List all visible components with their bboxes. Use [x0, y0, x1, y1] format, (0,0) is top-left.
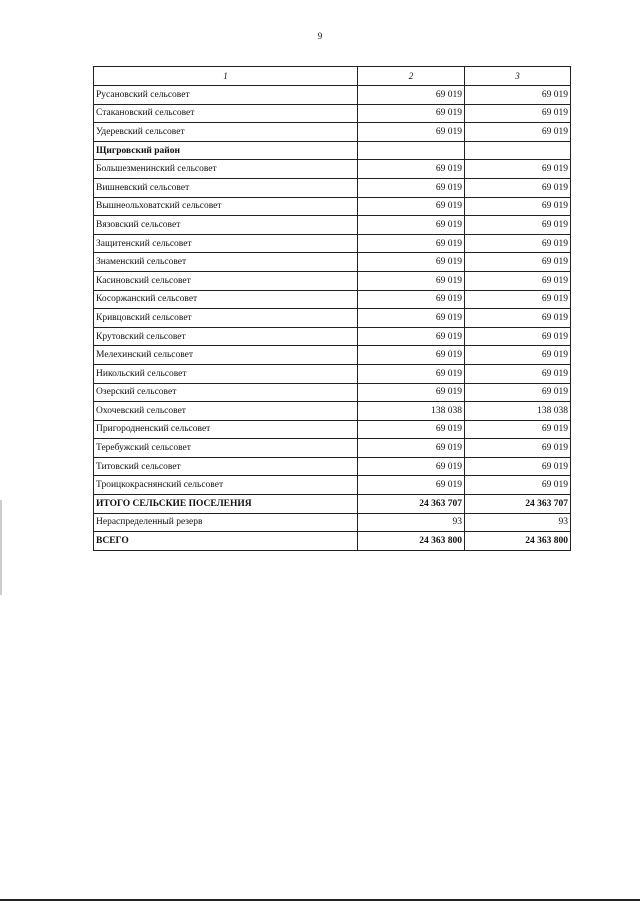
- row-name-cell: Нераспределенный резерв: [94, 513, 358, 532]
- row-name-cell: ИТОГО СЕЛЬСКИЕ ПОСЕЛЕНИЯ: [94, 495, 358, 514]
- row-value-col2-cell: 69 019: [358, 290, 465, 309]
- row-value-col3-cell: 69 019: [465, 178, 571, 197]
- table-row: [94, 290, 571, 309]
- row-value-col3-cell: 69 019: [465, 197, 571, 216]
- table-row: [94, 495, 571, 514]
- row-value-col2-cell: 69 019: [358, 346, 465, 365]
- row-value-col2-cell: 69 019: [358, 234, 465, 253]
- row-value-col3-cell: 69 019: [465, 383, 571, 402]
- row-value-col2-cell: 69 019: [358, 197, 465, 216]
- row-value-col3-cell: 69 019: [465, 346, 571, 365]
- table-row: [94, 104, 571, 123]
- table-header-row: [94, 67, 571, 86]
- table-row: [94, 234, 571, 253]
- table-row: [94, 457, 571, 476]
- row-name-cell: Никольский сельсовет: [94, 364, 358, 383]
- row-value-col2-cell: 69 019: [358, 420, 465, 439]
- table-row: [94, 216, 571, 235]
- row-value-col3-cell: 69 019: [465, 290, 571, 309]
- row-value-col2-cell: 69 019: [358, 309, 465, 328]
- row-value-col2-cell: 69 019: [358, 439, 465, 458]
- row-name-cell: Касиновский сельсовет: [94, 271, 358, 290]
- row-value-col3-cell: 69 019: [465, 123, 571, 142]
- row-value-col2-cell: 69 019: [358, 216, 465, 235]
- row-value-col3-cell: 69 019: [465, 160, 571, 179]
- row-value-col2-cell: 69 019: [358, 383, 465, 402]
- row-value-col3-cell: 24 363 707: [465, 495, 571, 514]
- row-name-cell: Кривцовский сельсовет: [94, 309, 358, 328]
- table-row: [94, 86, 571, 105]
- row-value-col2-cell: 69 019: [358, 364, 465, 383]
- row-name-cell: ВСЕГО: [94, 532, 358, 551]
- row-name-cell: Пригородненский сельсовет: [94, 420, 358, 439]
- row-value-col3-cell: 69 019: [465, 420, 571, 439]
- table-row: [94, 402, 571, 421]
- row-value-col3-cell: 69 019: [465, 234, 571, 253]
- table-row: [94, 346, 571, 365]
- scan-artifact: [0, 500, 2, 595]
- row-value-col3-cell: 69 019: [465, 309, 571, 328]
- row-value-col2-cell: [358, 141, 465, 160]
- table-row: [94, 420, 571, 439]
- row-value-col2-cell: 69 019: [358, 271, 465, 290]
- row-value-col3-cell: 69 019: [465, 476, 571, 495]
- row-name-cell: Мелехинский сельсовет: [94, 346, 358, 365]
- row-name-cell: Вышнеольховатский сельсовет: [94, 197, 358, 216]
- row-name-cell: Большезменинский сельсовет: [94, 160, 358, 179]
- table-row: [94, 123, 571, 142]
- table-row: [94, 513, 571, 532]
- row-value-col2-cell: 69 019: [358, 160, 465, 179]
- budget-table: [93, 66, 571, 551]
- row-value-col3-cell: 69 019: [465, 104, 571, 123]
- table-row: [94, 160, 571, 179]
- row-value-col3-cell: 69 019: [465, 364, 571, 383]
- row-name-cell: Троицкокраснянский сельсовет: [94, 476, 358, 495]
- row-name-cell: Удеревский сельсовет: [94, 123, 358, 142]
- row-value-col2-cell: 69 019: [358, 457, 465, 476]
- row-name-cell: Вишневский сельсовет: [94, 178, 358, 197]
- row-name-cell: Косоржанский сельсовет: [94, 290, 358, 309]
- row-value-col2-cell: 93: [358, 513, 465, 532]
- table-row: [94, 197, 571, 216]
- row-name-cell: Теребужский сельсовет: [94, 439, 358, 458]
- row-name-cell: Охочевский сельсовет: [94, 402, 358, 421]
- row-value-col2-cell: 69 019: [358, 178, 465, 197]
- row-value-col2-cell: 24 363 800: [358, 532, 465, 551]
- table-row: [94, 253, 571, 272]
- page-bottom-border: [0, 899, 640, 901]
- row-value-col3-cell: 69 019: [465, 327, 571, 346]
- table-row: [94, 327, 571, 346]
- table-row: [94, 439, 571, 458]
- row-value-col2-cell: 138 038: [358, 402, 465, 421]
- row-name-cell: Озерский сельсовет: [94, 383, 358, 402]
- table-row: [94, 178, 571, 197]
- row-value-col2-cell: 69 019: [358, 123, 465, 142]
- row-name-cell: Щигровский район: [94, 141, 358, 160]
- row-name-cell: Знаменский сельсовет: [94, 253, 358, 272]
- column-header-1: 1: [94, 67, 358, 86]
- row-name-cell: Титовский сельсовет: [94, 457, 358, 476]
- row-name-cell: Вязовский сельсовет: [94, 216, 358, 235]
- row-value-col3-cell: 138 038: [465, 402, 571, 421]
- row-name-cell: Защитенский сельсовет: [94, 234, 358, 253]
- table-row: [94, 532, 571, 551]
- table-row: [94, 141, 571, 160]
- table-row: [94, 271, 571, 290]
- row-name-cell: Крутовский сельсовет: [94, 327, 358, 346]
- table-row: [94, 364, 571, 383]
- row-value-col3-cell: 69 019: [465, 271, 571, 290]
- column-header-2: 2: [358, 67, 465, 86]
- row-value-col2-cell: 24 363 707: [358, 495, 465, 514]
- row-value-col3-cell: 69 019: [465, 86, 571, 105]
- row-value-col3-cell: 93: [465, 513, 571, 532]
- row-value-col2-cell: 69 019: [358, 104, 465, 123]
- row-value-col2-cell: 69 019: [358, 86, 465, 105]
- page-number: 9: [317, 31, 323, 41]
- row-value-col2-cell: 69 019: [358, 327, 465, 346]
- row-value-col2-cell: 69 019: [358, 253, 465, 272]
- table-row: [94, 383, 571, 402]
- row-value-col3-cell: 69 019: [465, 253, 571, 272]
- row-value-col3-cell: 24 363 800: [465, 532, 571, 551]
- row-value-col2-cell: 69 019: [358, 476, 465, 495]
- row-name-cell: Русановский сельсовет: [94, 86, 358, 105]
- row-value-col3-cell: 69 019: [465, 216, 571, 235]
- column-header-3: 3: [465, 67, 571, 86]
- row-name-cell: Стакановский сельсовет: [94, 104, 358, 123]
- row-value-col3-cell: [465, 141, 571, 160]
- row-value-col3-cell: 69 019: [465, 439, 571, 458]
- row-value-col3-cell: 69 019: [465, 457, 571, 476]
- table-row: [94, 309, 571, 328]
- table-row: [94, 476, 571, 495]
